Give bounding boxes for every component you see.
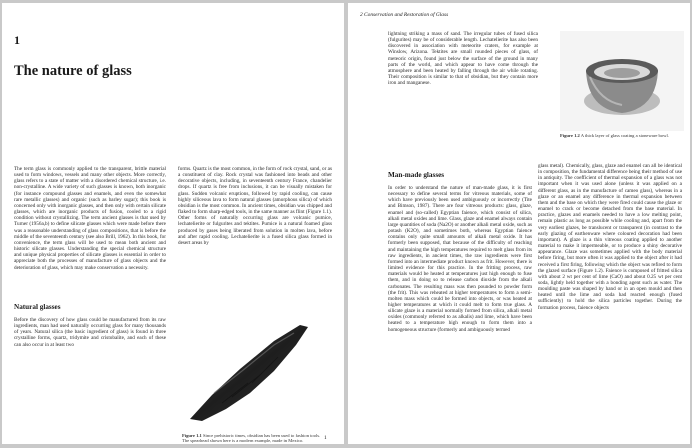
man-made-glasses-heading: Man-made glasses [388,171,445,179]
figure-1-1-caption [182,433,324,444]
obsidian-spearhead-image [182,311,322,431]
chapter-number: 1 [14,33,20,47]
running-head: 2 Conservation and Restoration of Glass [360,12,449,18]
page-number: 1 [324,435,327,441]
lechatelierite-paragraph: lightning striking a mass of sand. The irregular tubes of fused silica (fulgurites) may be of considerable length. Lechatelierite has also been discovered in association with meteorite craters, for example at Winslow, Arizona. Tektites are small rounded pieces of glass, of meteoric origin, found just below the surface of the ground in many parts of the world, and which appear to have come through the atmosphere and been heated by falling through the air while rotating. Their composition is similar to that of obsidian, but they contain more iron and manganese. [388,31,538,87]
right-column-paragraph: forms. Quartz is the most common, in the form of rock crystal, sand, or as a constituent of clay. Rock crystal was fashioned into beads and other decorative objects, including, in seventeenth century France, chandelier drops. If quartz is free from inclusions, it can be visually mistaken for glass. Sudden volcanic eruptions, followed by rapid cooling, can cause highly siliceous lava to form natural glasses (amorphous silica) of which obsidian is the most common. In ancient times, obsidian was chipped and flaked to form sharp-edged tools, in the same manner as flint (Figure 1.1). Other forms of naturally occurring glass are volcanic pumice, lechatelierite or fulgurites and tektites. Pumice is a natural foamed glass produced by gases being liberated from solution in molten lava, before and after rapid cooling. Lechatelierite is a fused silica glass formed in desert areas by [178,166,332,246]
left-page [2,3,344,444]
figure-1-2-caption-text: A thick layer of glass coating a stoneware bowl. [580,133,669,138]
figure-1-2-caption [560,133,682,138]
figure-1-1-label: Figure 1.1 [182,433,202,438]
glazed-bowl-image [560,31,684,131]
right-page [348,3,690,444]
natural-glasses-paragraph: Before the discovery of how glass could be manufactured from its raw ingredients, man had used naturally occurring glass for many thousands of years. Natural silica (the basic ingredient of glass) is found in three crystalline forms, quartz, tridymite and cristobalite, and each of these can also occur in at least two [14,317,166,348]
chapter-title: The nature of glass [14,63,132,79]
figure-1-1-caption-text: Since prehistoric times, obsidian has been used to fashion tools. The spearhead shown here is a modern example, made in Mexico. [182,433,321,444]
figure-1-2-label: Figure 1.2 [560,133,580,138]
natural-glasses-heading: Natural glasses [14,303,61,311]
intro-paragraph: The term glass is commonly applied to the transparent, brittle material used to form windows, vessels and many other objects. More correctly, glass refers to a state of matter with a disordered chemical structure, i.e. non-crystalline. A wide variety of such glasses is known, both inorganic (for instance compound glasses and enamels, and even the somewhat rare metallic glasses) and organic (such as barley sugar); this book is concerned only with inorganic glasses, and then only with certain silicate glasses, which are inorganic products of fusion, cooled to a rigid condition without crystallizing. The term ancient glasses is that used by Turner (1956a,b) to define silicate glasses which were made before there was a reasonable understanding of glass compositions, that is before the middle of the seventeenth century (see also Brill, 1962). In this book, for convenience, the term glass will be used to mean both ancient and historic silicate glasses. Understanding the special chemical structure and unique physical properties of silicate glasses is essential in order to appreciate both the processes of manufacture of glass objects and the deterioration of glass, which may make conservation a necessity. [14,166,166,271]
man-made-right-paragraph: glass metal). Chemically, glass, glaze and enamel can all be identical in composition, the fundamental difference being their method of use in antiquity. The coefficient of thermal expansion of a glass was not important when it was used alone (unless it was applied on a different glass, as in the manufacture of cameo glass), whereas in a glaze or an enamel any difference in thermal expansion between them and the base on which they were fired could cause the glaze or enamel to crack or become detached from the base material. In practice, glazes and enamels needed to have a low melting point, remain plastic as long as possible while cooling and, apart from the very earliest glazes, be translucent or transparent (in contrast to the early glazing of earthenware where coloured decoration had been important). A glaze is a thin vitreous coating applied to another material to make it impermeable, or to produce a shiny decorative appearance. Glaze was sometimes applied with the body material before firing, but more often it was applied to the object after it had received a first firing, following which the object was refired to form the glazed surface (Figure 1.2). Faience is composed of fritted silica with about 2 wt per cent of lime (CaO) and about 0.25 wt per cent soda, lightly held together with a bonding agent such as water. The moulding paste was shaped by hand or in an open mould and then heated until the lime and soda had reacted enough (fused sufficiently) to hold the silica particles together. During the formation process, faience objects [538,163,682,311]
man-made-left-paragraph: In order to understand the nature of man-made glass, it is first necessary to define several terms for vitreous materials, some of which have previously been used ambiguously or incorrectly (Tite and Bimson, 1987). There are four vitreous products: glass, glaze, enamel and (so-called) Egyptian faience, which consist of silica, alkali metal oxides and lime. Glass, glaze and enamel always contain large quantities of soda (Na2O) or another alkali metal oxide, such as potash (K2O), and sometimes both, whereas Egyptian faience contains only quite small amounts of alkali metal oxide. It has formerly been supposed, that because of the difficulty of reaching and maintaining the high temperatures required to melt glass from its raw ingredients, in ancient times, the raw ingredients were first formed into an intermediate product known as frit. However, there is limited evidence for this practice. In the fritting process, raw materials would be heated at temperatures just high enough to fuse them, and in doing so to release carbon dioxide from the alkali carbonates. The resulting mass was then pounded to powder form (the frit). This was reheated at higher temperatures to form a semi-molten mass which could be formed into objects, or was heated at higher temperatures at which it could melt to form true glass. A silicate glaze is a material normally formed from silica, alkali metal oxides (commonly referred to as alkalis) and lime, which have been heated to a temperature high enough to form them into a homogeneous structure (formerly and ambiguously termed [388,185,532,333]
